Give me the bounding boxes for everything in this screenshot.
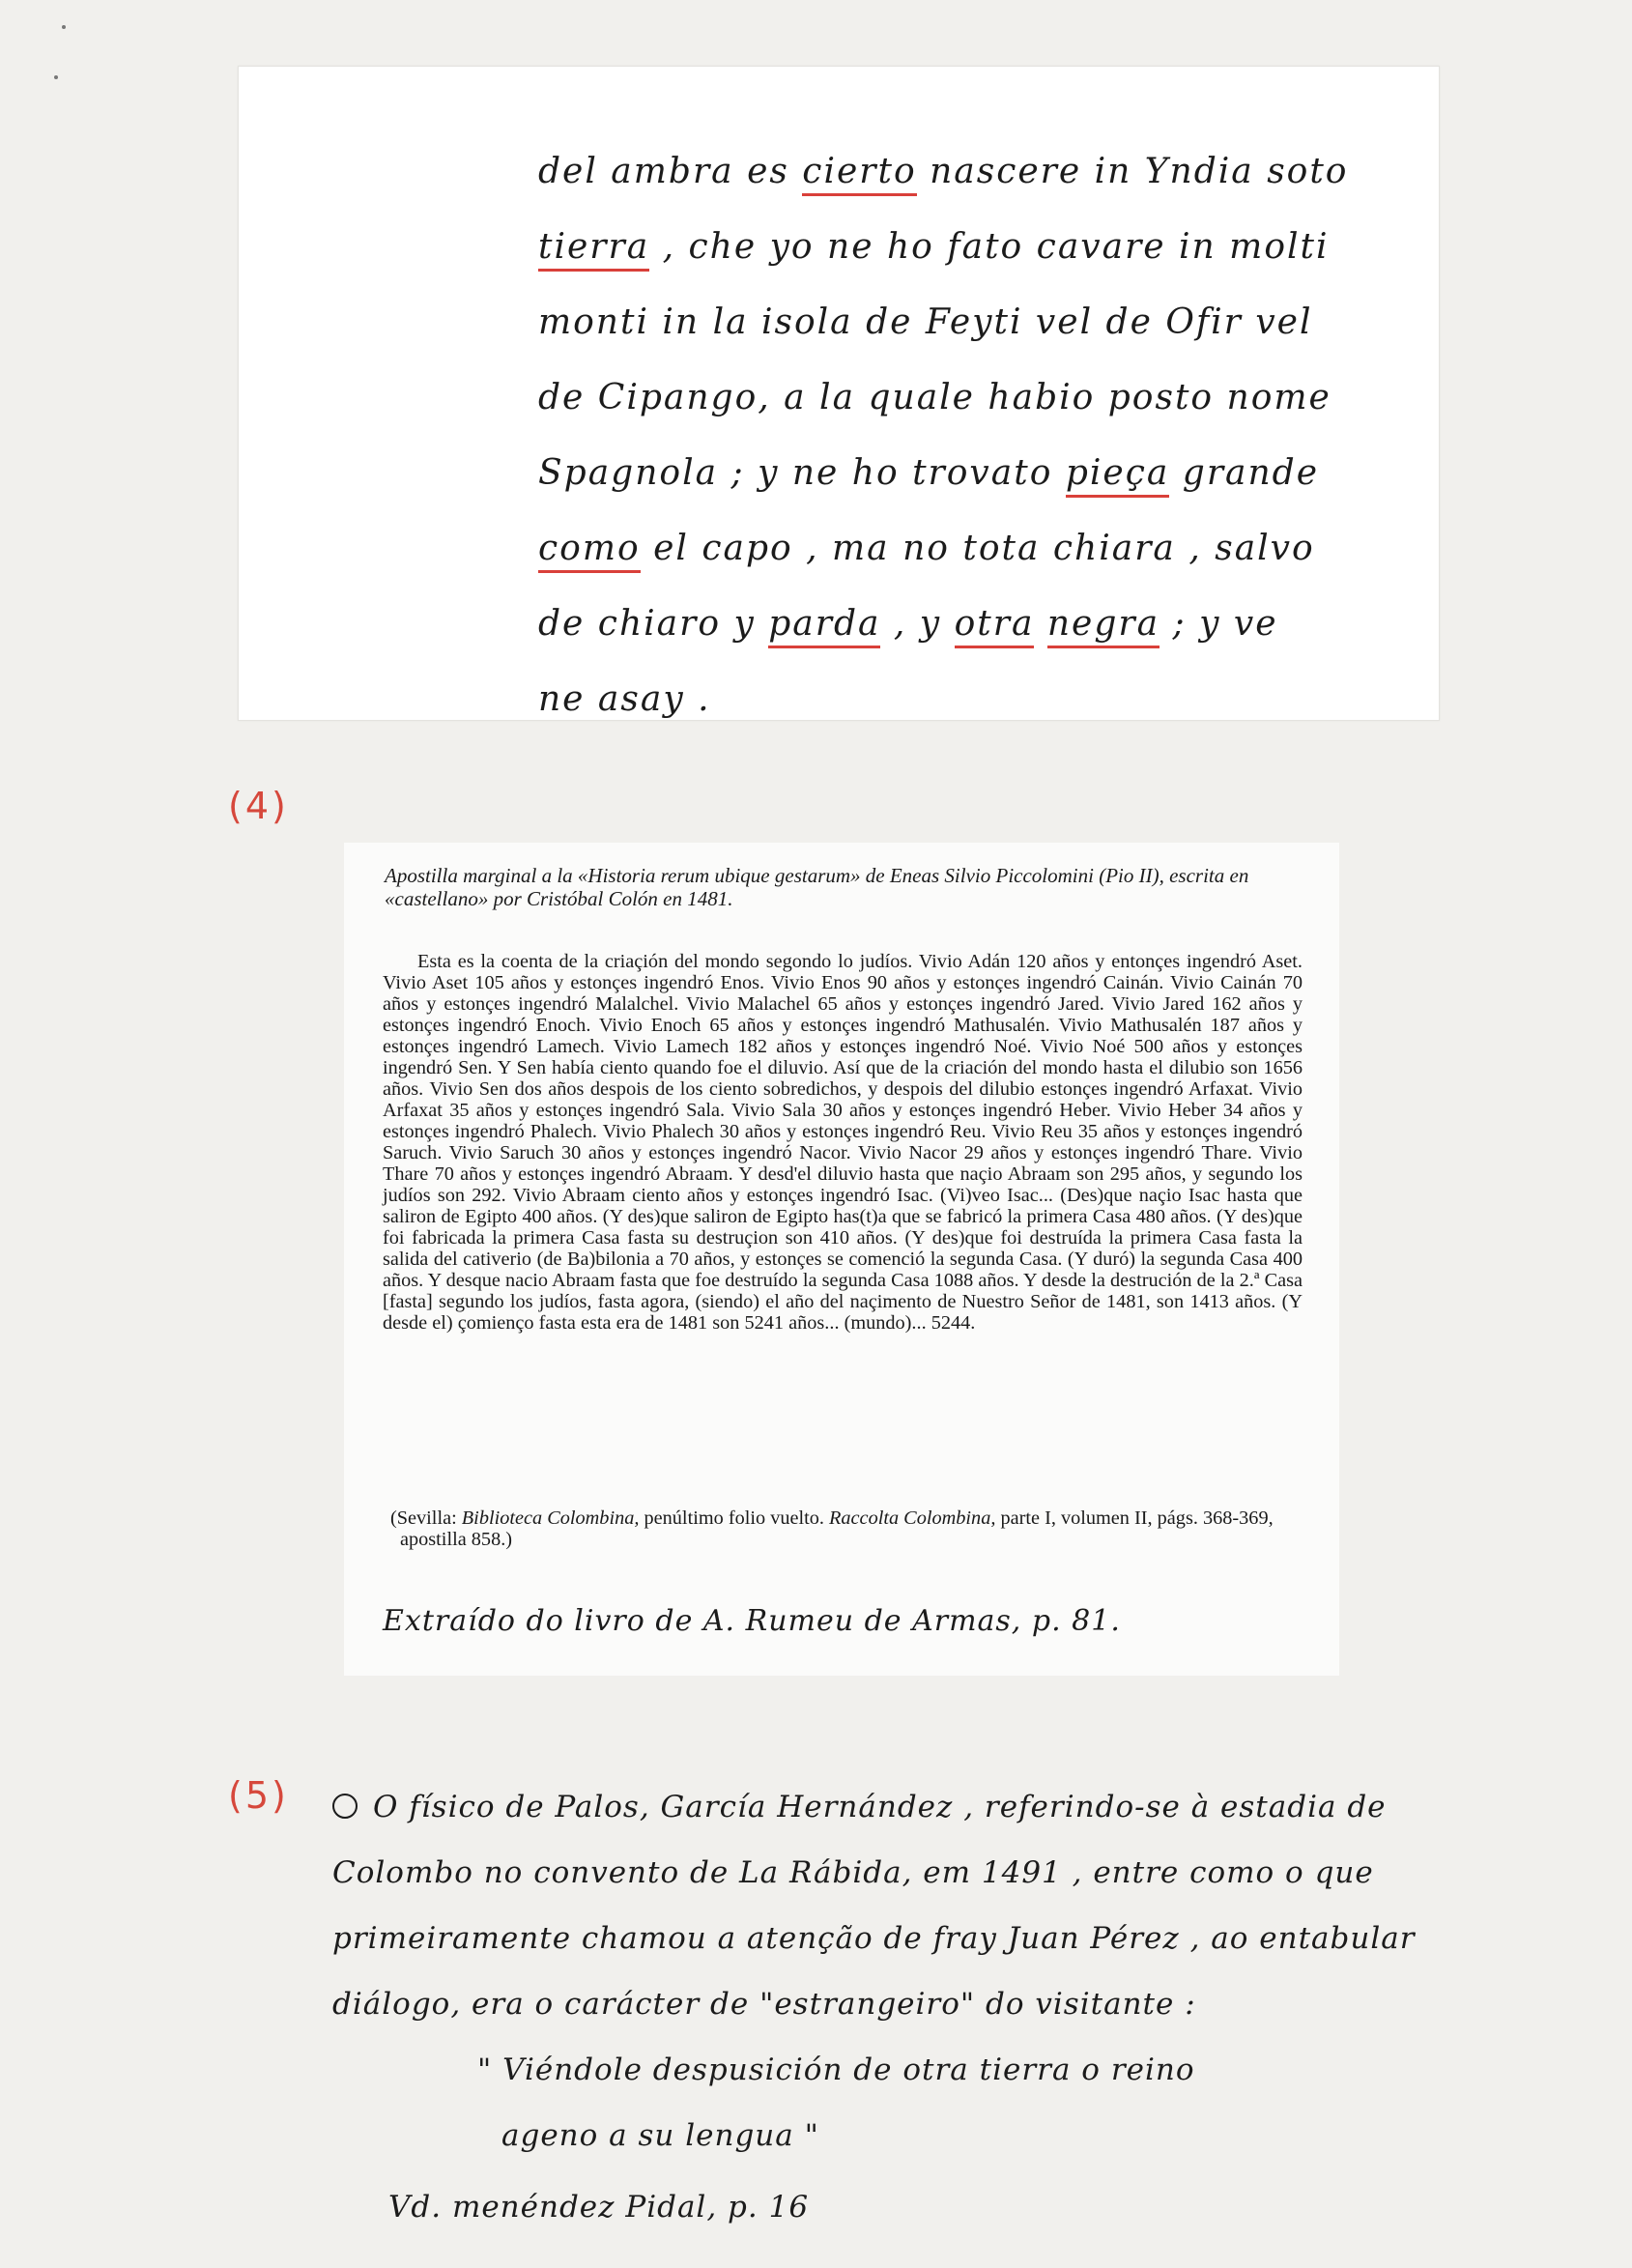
line-text: nascere in Yndia soto: [916, 152, 1349, 191]
underlined-word: cierto: [802, 152, 916, 196]
line-text: el capo , ma no tota chiara , salvo: [640, 529, 1315, 568]
paper-speck: [54, 75, 58, 79]
paragraph-line: [332, 1774, 1589, 1840]
source-text: (Sevilla:: [390, 1507, 462, 1529]
line-text: , y: [880, 604, 955, 644]
paragraph-line: primeiramente chamou a atenção de fray Juan Pérez , ao entabular: [332, 1921, 1416, 1956]
excerpt-title: Apostilla marginal a la «Historia rerum ubique gestarum» de Eneas Silvio Piccolomini (Pio II), escrita en «castellano» por Cristóbal Colón en 1481.: [385, 864, 1249, 910]
line-text: [1034, 604, 1046, 644]
line-text: monti in la isola de Feyti vel de Ofir vel: [538, 302, 1313, 342]
line-text: de chiaro y: [538, 604, 769, 644]
line-text: , che yo ne ho fato cavare in molti: [649, 227, 1330, 267]
handwritten-quote: [538, 134, 1408, 737]
line-text: O físico de Palos, García Hernández , referindo-se à estadia de: [373, 1790, 1387, 1824]
line-text: grande: [1169, 453, 1320, 493]
paragraph-line: diálogo, era o carácter de "estrangeiro" do visitante :: [332, 1987, 1196, 2022]
underlined-word: tierra: [538, 227, 649, 272]
paragraph-line: Colombo no convento de La Rábida, em 1491 , entre como o que: [332, 1855, 1374, 1890]
handwritten-paragraph-5: [332, 1774, 1589, 2240]
underlined-word: parda: [768, 604, 880, 648]
printed-excerpt: [344, 843, 1339, 1676]
line-text: ne asay .: [538, 679, 711, 719]
source-title-2: Raccolta Colombina,: [829, 1507, 996, 1529]
card-line: [538, 285, 1408, 360]
handwritten-card: [238, 66, 1440, 721]
card-line: [538, 587, 1408, 662]
section-marker-5: (5): [228, 1774, 289, 1817]
source-text: parte I, volumen II, págs. 368-369, apostilla 858.): [400, 1507, 1274, 1550]
line-text: Spagnola ; y ne ho trovato: [538, 453, 1066, 493]
card-line: [538, 436, 1408, 511]
card-line: [538, 511, 1408, 587]
handwritten-source-note: Extraído do livro de A. Rumeu de Armas, p. 81.: [383, 1604, 1121, 1638]
card-line: [538, 360, 1408, 436]
card-line: [538, 662, 1408, 737]
excerpt-source: [369, 1507, 1333, 1550]
paper-speck: [62, 25, 66, 29]
quote-line: ageno a su lengua ": [501, 2118, 819, 2153]
section-marker-4: (4): [228, 785, 289, 827]
source-title-1: Biblioteca Colombina,: [461, 1507, 640, 1529]
excerpt-body: Esta es la coenta de la criaçión del mondo segondo lo judíos. Vivio Adán 120 años y entonçes ingendró Aset. Vivio Aset 105 años y estonçes ingendró Enos. Vivio Enos 90 años y estonçes ingendró Cainán. Vivio Cainán 70 años y estonçes ingendró Malalchel. Vivio Malachel 65 años y estonçes ingendró Jared. Vivio Jared 162 años y estonçes ingendró Enoch. Vivio Enoch 65 años y estonçes ingendró Mathusalén. Vivio Mathusalén 187 años y estonçes ingendró Lamech. Vivio Lamech 182 años y estonçes ingendró Noé. Vivio Noé 500 años y estonçes ingendró Sen. Y Sen había ciento quando foe el diluvio. Así que de la criación del mondo hasta el dilubio son 1656 años. Vivio Sen dos años despois de los ciento sobredichos, y despois del dilubio estonçes ingendró Arfaxat. Vivio Arfaxat 35 años y estonçes ingendró Sala. Vivio Sala 30 años y estonçes ingendró Heber. Vivio Heber 34 años y estonçes ingendró Phalech. Vivio Phalech 30 años y estonçes ingendró Reu. Vivio Reu 35 años y estonçes ingendró Saruch. Vivio Saruch 30 años y estonçes ingendró Nacor. Vivio Nacor 29 años y estonçes ingendró Thare. Vivio Thare 70 años y estonçes ingendró Abraam. Y desd'el diluvio hasta que naçio Abraam son 295 años, y segundo los judíos son 292. Vivio Abraam ciento años y estonçes ingendró Isac. (Vi)veo Isac... (Des)que naçio Isac hasta que saliron de Egipto 400 años. (Y des)que saliron de Egipto has(t)a que se fabricó la primera Casa 480 años. (Y des)que foi fabricada la primera Casa fasta su destruçion son 410 años. (Y des)que foi destruída la primera Casa fasta la salida del cativerio (de Ba)bilonia a 70 años, y estonçes se comenció la segunda Casa. (Y duró) la segunda Casa 400 años. Y desque nacio Abraam fasta que foe destruído la segunda Casa 1088 años. Y desde la destrución de la 2.ª Casa [fasta] segundo los judíos, fasta agora, (siendo) el año del naçimento de Nuestro Señor de 1481, son 1413 años. (Y desde el) çomienço fasta esta era de 1481 son 5241 años... (mundo)... 5244.: [383, 951, 1303, 1334]
reference-line: Vd. menéndez Pidal, p. 16: [388, 2190, 810, 2225]
line-text: de Cipango, a la quale habio posto nome: [538, 378, 1331, 417]
line-text: ; y ve: [1160, 604, 1278, 644]
quote-line: " Viéndole despusición de otra tierra o reino: [477, 2053, 1195, 2087]
card-line: [538, 210, 1408, 285]
line-text: del ambra es: [538, 152, 803, 191]
card-line: [538, 134, 1408, 210]
source-text: penúltimo folio vuelto.: [639, 1507, 830, 1529]
circle-mark-icon: [332, 1794, 358, 1819]
underlined-word: pieça: [1066, 453, 1170, 498]
underlined-word: negra: [1047, 604, 1160, 648]
underlined-word: como: [538, 529, 641, 573]
underlined-word: otra: [955, 604, 1035, 648]
